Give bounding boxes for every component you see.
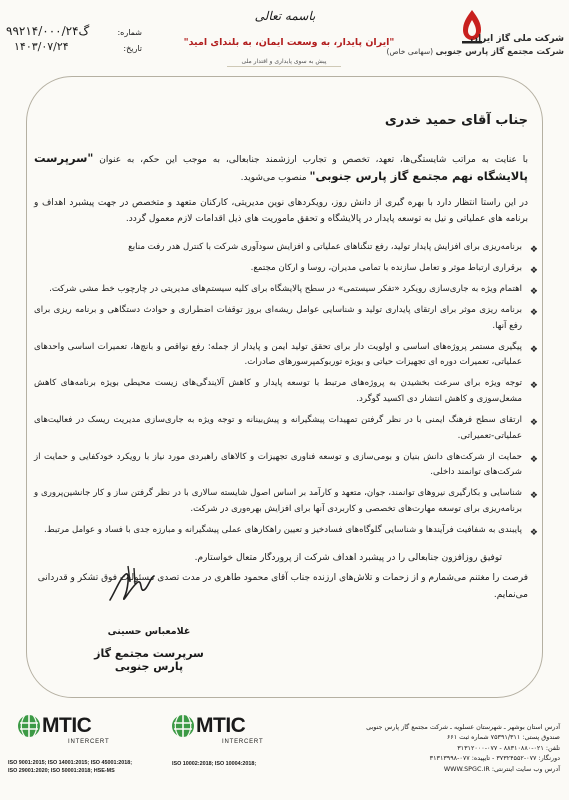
certification-logo: [170, 713, 290, 749]
bullet-icon: ❖: [529, 308, 538, 319]
list-item: [34, 261, 538, 277]
signer-name: غلامعباس حسینی: [107, 626, 191, 637]
cert-sub: INTERCERT: [222, 739, 264, 745]
cert-brand: MTIC: [42, 714, 92, 737]
list-item: [34, 376, 538, 407]
list-item-text: برنامه ریزی موثر برای ارتقای پایداری تولید و شناسایی عوامل ریشه‌ای بروز توقفات اضطراری و حوادث دستگاهی و برنامه ریزی برای رفع آنها.: [34, 305, 522, 331]
iso-line: ISO 9001:2015; ISO 14001:2015; ISO 45001:2018;: [8, 760, 133, 766]
list-item-text: ارتقای سطح فرهنگ ایمنی با در نظر گرفتن تمهیدات پیشگیرانه و پیش‌بینانه و توجه ویژه به جاری‌سازی مدیریت ریسک در فعالیت‌های عملیاتی-تعمیراتی.: [34, 415, 522, 441]
addressee: جناب آقای حمید خدری: [384, 113, 528, 128]
list-item: [34, 303, 538, 334]
appointment-title: "سرپرست پالایشگاه نهم مجتمع گاز پارس جنوبی": [34, 151, 528, 183]
date-label: تاریخ:: [123, 44, 142, 53]
iso-list-right: [172, 760, 256, 768]
subsidiary-name: [386, 47, 564, 57]
signer-title: سرپرست مجتمع گاز پارس جنوبی: [94, 647, 204, 673]
para1-text-a: با عنایت به مراتب شایستگی‌ها، تعهد، تخصص و تجارب ارزشمند جنابعالی، به موجب این حکم، به عنوان: [99, 155, 528, 165]
address-line: [352, 764, 560, 774]
list-item: [34, 240, 538, 256]
website-link[interactable]: WWW.SPGC.IR: [443, 764, 490, 773]
date-value: ۱۴۰۳/۰۷/۲۴: [14, 40, 69, 53]
address-line: آدرس استان بوشهر ـ شهرستان عسلویه ـ شرکت مجتمع گاز پارس جنوبی: [366, 723, 560, 731]
address-line: صندوق پستی: ۷۵۳۹۱/۳۱۱ شماره ثبت ۶۶۱: [446, 733, 560, 742]
list-item: [34, 340, 538, 371]
list-item-text: توجه ویژه برای سرعت بخشیدن به پروژه‌های مرتبط با توسعه پایدار و کاهش آلایندگی‌های زیست محیطی بویژه برنامه‌های کاهش مشعل‌سوزی و کاهش انتشار دی اکسید گوگرد.: [34, 378, 522, 404]
stamp-line: پیش به سوی پایداری و اقتدار ملی: [227, 58, 341, 67]
bullet-icon: ❖: [529, 454, 538, 465]
iso-line: ISO 10002:2018; ISO 10004:2018;: [172, 761, 257, 767]
motto-line: [178, 37, 400, 48]
list-item-text: حمایت از شرکت‌های دانش بنیان و بومی‌سازی و توسعه فناوری تجهیزات و کالاهای راهبردی مورد نیاز با رویکرد خودکفایی و حمایت از شرکت‌های توانمند داخلی.: [34, 451, 522, 478]
list-item: [34, 486, 538, 517]
appointment-paragraph: [34, 150, 528, 186]
address-line: دورنگار: ۰۷۷-۳۷۳۲۴۵۵۲ - تایپیده: ۰۷۷-۳۱۳۱۳۹۹۸: [429, 754, 560, 763]
address-line: تلفن: ۰۲۱-۸۸۳۱۰۸۸۰ - ۰۷۷-۳۱۳۱۲۰۰۰: [457, 743, 560, 752]
bullet-icon: ❖: [529, 245, 538, 255]
list-item: [34, 413, 538, 444]
list-item-text: برقراری ارتباط موثر و تعامل سازنده با تمامی مدیران، روسا و ارکان مجتمع.: [250, 263, 522, 274]
list-item: [34, 450, 538, 481]
bullet-icon: ❖: [529, 381, 538, 392]
number-label: شماره:: [117, 28, 142, 37]
closing-thanks: فرصت را مغتنم می‌شمارم و از زحمات و تلاش‌های ارزنده جناب آقای محمود طاهری در مدت تصدی مسئولیت فوق تشکر و قدردانی می‌نمایم.: [37, 573, 528, 600]
number-value: ۹۹۲۱۴/۰۰۰/گ۲۴: [6, 24, 90, 38]
list-item-text: برنامه‌ریزی برای افزایش پایدار تولید، رفع تنگناهای عملیاتی و افزایش سودآوری شرکت با کنترل هدر رفت منابع: [128, 242, 522, 252]
cert-sub: INTERCERT: [68, 739, 110, 745]
missions-list: [34, 240, 538, 544]
bullet-icon: ❖: [529, 418, 538, 429]
subsidiary-name-text: شرکت مجتمع گاز پارس جنوبی: [435, 47, 564, 57]
website-label: آدرس وب سایت اینترنتی:: [491, 764, 560, 773]
company-name: شرکت ملی گاز ایران: [470, 34, 564, 44]
subsidiary-note: (سهامی خاص): [386, 47, 434, 56]
list-item-text: شناسایی و بکارگیری نیروهای توانمند، جوان، متعهد و کارآمد بر اساس اصول شایسته سالاری با در نظر گرفتن ساز و کار جانشین‌پروری و برنامه‌ریزی برای توسعه مهارت‌های تخصصی و کاربردی آنها برای افزایش بهره‌وری در شرکت.: [34, 488, 522, 514]
list-item-text: اهتمام ویژه به جاری‌سازی رویکرد «تفکر سیستمی» در سطح پالایشگاه برای کلیه سیستم‌های مدیریتی در چارچوب خط مشی شرکت.: [49, 284, 522, 295]
bullet-icon: ❖: [529, 491, 538, 502]
para1-text-b: منصوب می‌شوید.: [240, 173, 307, 183]
iso-line: ISO 29001:2020; ISO 50001:2018; HSE-MS: [8, 768, 115, 774]
iso-list-left: [8, 759, 132, 775]
expectations-paragraph: در این راستا انتظار دارد با بهره گیری از دانش روز، رویکردهای نوین مدیریتی، کارکنان متعهد و متخصص در جهت پیشبرد اهداف و برنامه های عملیاتی و نیل به توسعه پایدار در پالایشگاه و تحقق ماموریت های ذیل اقدامات لازم معمول گردد.: [34, 198, 528, 224]
bullet-icon: ❖: [529, 344, 538, 355]
globe-icon: [170, 713, 196, 739]
bismillah-heading: باسمه تعالی: [254, 9, 316, 23]
cert-brand: MTIC: [196, 714, 246, 737]
list-item-text: پایبندی به شفافیت فرآیندها و شناسایی گلوگاه‌های فسادخیز و تعیین راهکارهای عملی پیشگیرانه و مبارزه جدی با فساد و عوامل مرتبط.: [44, 524, 522, 535]
list-item: [34, 523, 538, 539]
handwritten-signature-icon: [104, 560, 160, 616]
certification-logo: [16, 713, 136, 749]
bullet-icon: ❖: [529, 287, 538, 298]
list-item-text: پیگیری مستمر پروژه‌های اساسی و اولویت دار برای تحقق تولید ایمن و پایدار از جمله: رفع نواقص و بانچ‌ها، تعمیرات اساسی واحدهای عملیاتی، تعمیرات دوره ای تجهیزات حیاتی و بویژه توربوکمپرسورهای صادرات.: [34, 341, 522, 368]
motto-quote: "ایران پایدار، به وسعت ایمان، به بلندای امید": [183, 37, 395, 48]
bullet-icon: ❖: [529, 527, 538, 538]
bullet-icon: ❖: [529, 266, 538, 277]
company-address: [352, 722, 560, 774]
closing-wish: توفیق روزافزون جنابعالی را در پیشبرد اهداف شرکت از پروردگار متعال خواستارم.: [194, 553, 502, 563]
list-item: [34, 282, 538, 298]
globe-icon: [16, 713, 42, 739]
